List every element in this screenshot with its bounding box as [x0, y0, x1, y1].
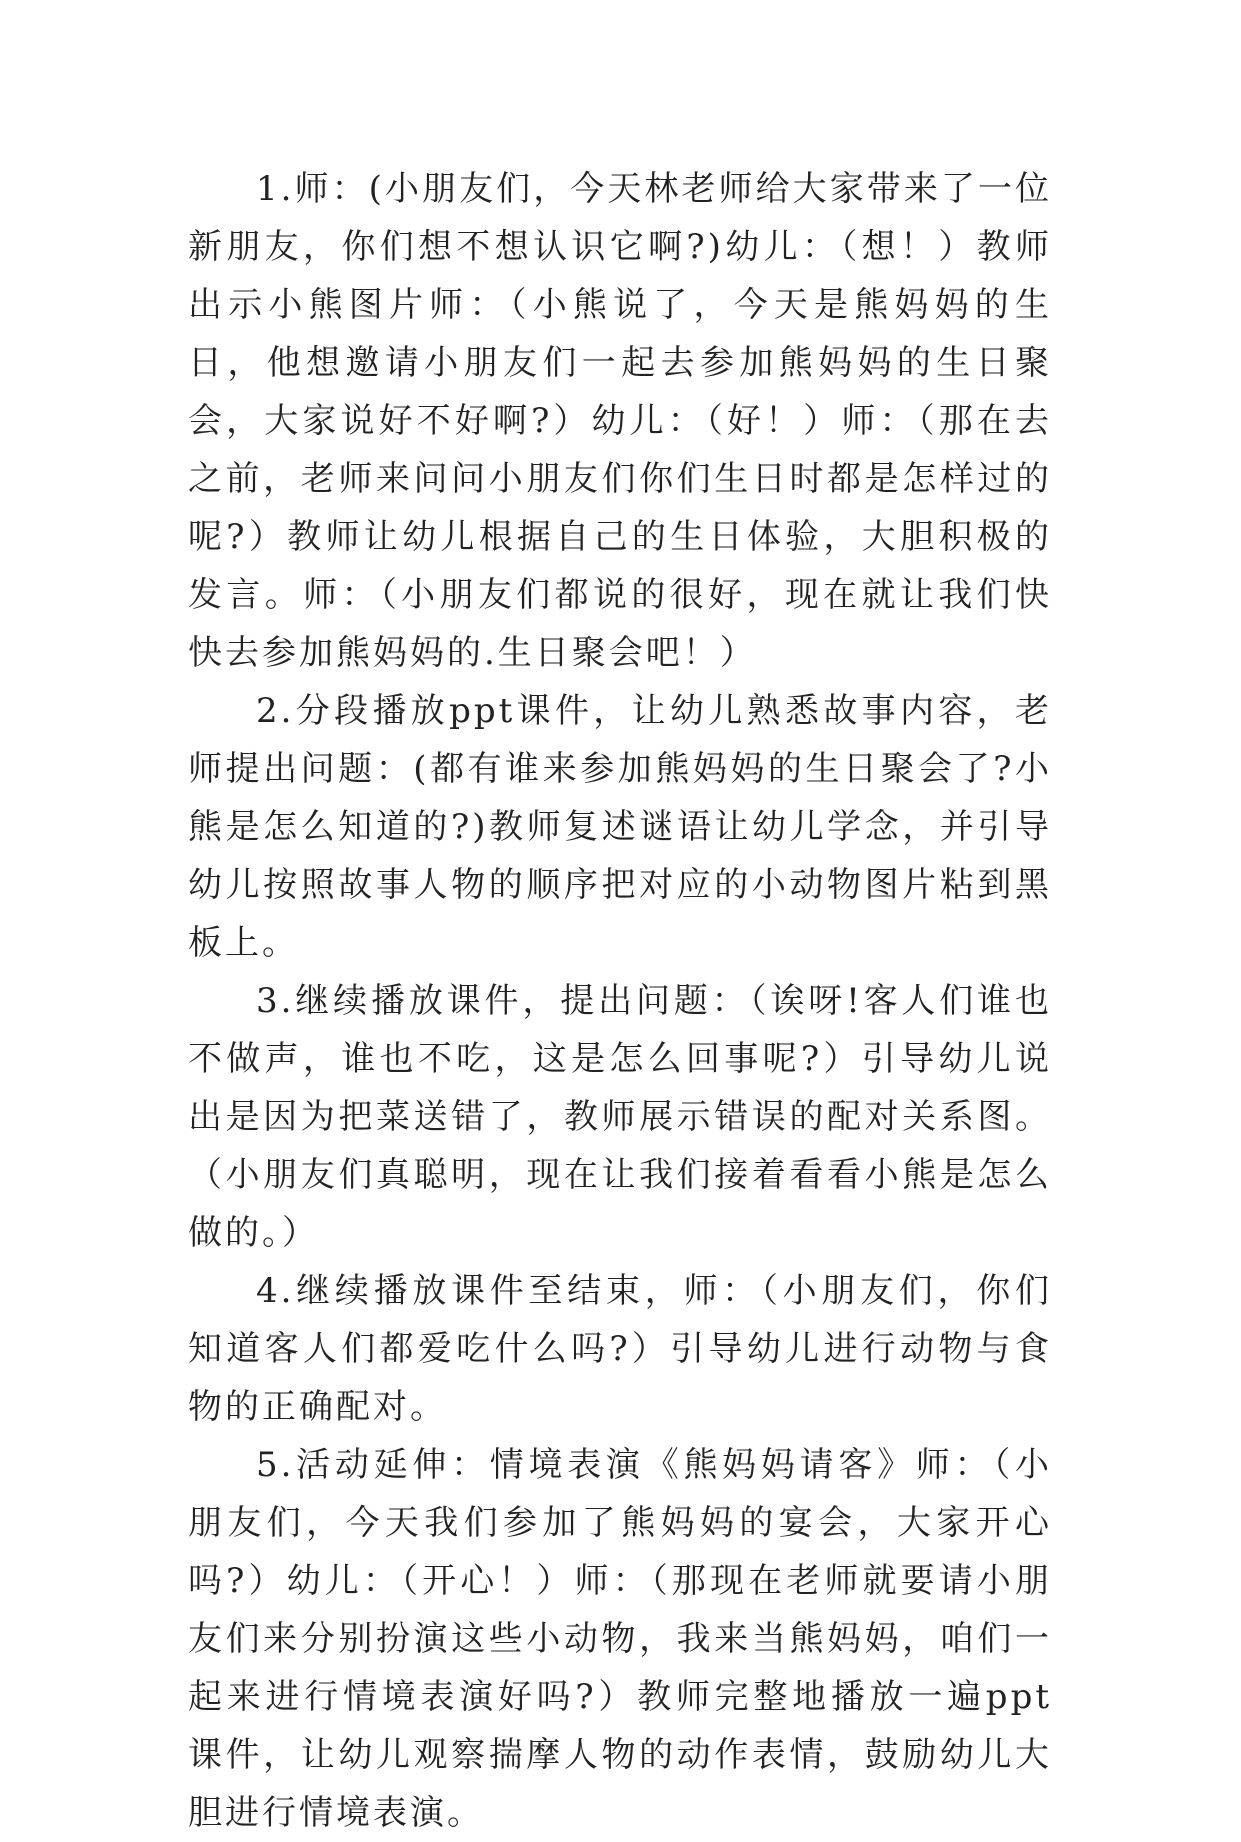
- paragraph-4: 4.继续播放课件至结束，师：（小朋友们，你们知道客人们都爱吃什么吗?）引导幼儿进行动物与食物的正确配对。: [188, 1271, 1052, 1427]
- document-page: [188, 160, 1052, 1842]
- paragraph-2: 2.分段播放ppt课件，让幼儿熟悉故事内容，老师提出问题：(都有谁来参加熊妈妈的生日聚会了?小熊是怎么知道的?)教师复述谜语让幼儿学念，并引导幼儿按照故事人物的顺序把对应的小动物图片粘到黑板上。: [188, 691, 1052, 963]
- paragraph-5: 5.活动延伸：情境表演《熊妈妈请客》师：（小朋友们，今天我们参加了熊妈妈的宴会，大家开心吗?）幼儿：（开心！）师：（那现在老师就要请小朋友们来分别扮演这些小动物，我来当熊妈妈，咱们一起来进行情境表演好吗?）教师完整地播放一遍ppt课件，让幼儿观察揣摩人物的动作表情，鼓励幼儿大胆进行情境表演。: [188, 1445, 1052, 1833]
- paragraph-3: 3.继续播放课件，提出问题：（诶呀!客人们谁也不做声，谁也不吃，这是怎么回事呢?）引导幼儿说出是因为把菜送错了，教师展示错误的配对关系图。（小朋友们真聪明，现在让我们接着看看小熊是怎么做的。）: [188, 981, 1052, 1253]
- paragraph-1: 1.师：(小朋友们，今天林老师给大家带来了一位新朋友，你们想不想认识它啊?)幼儿：（想！）教师出示小熊图片师：（小熊说了，今天是熊妈妈的生日，他想邀请小朋友们一起去参加熊妈妈的生日聚会，大家说好不好啊?）幼儿：（好！）师：（那在去之前，老师来问问小朋友们你们生日时都是怎样过的呢?）教师让幼儿根据自己的生日体验，大胆积极的发言。师：（小朋友们都说的很好，现在就让我们快快去参加熊妈妈的.生日聚会吧！）: [188, 169, 1052, 673]
